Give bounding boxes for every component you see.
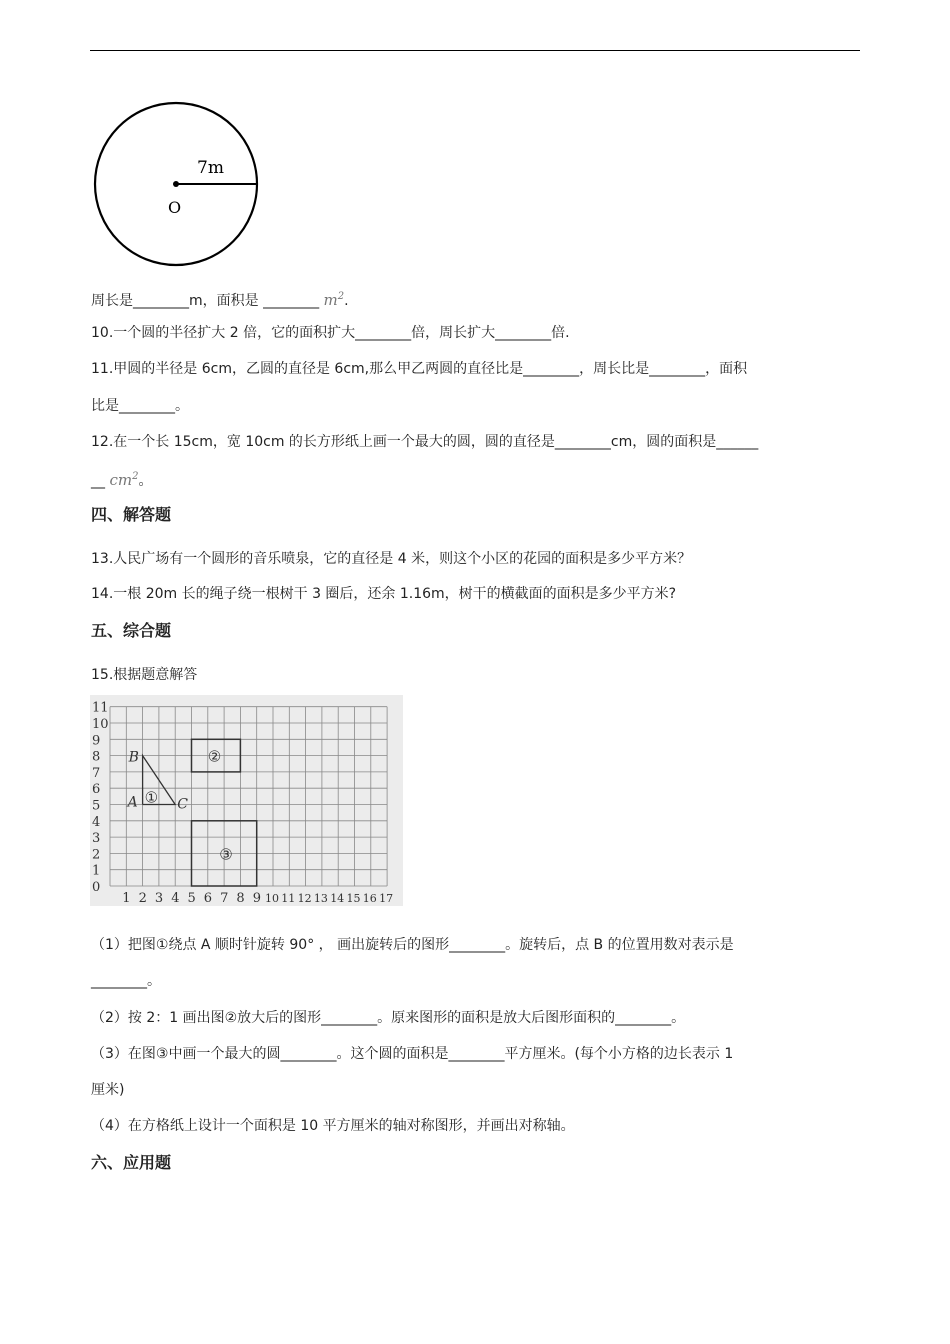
question-15-1-line2: ________。 xyxy=(91,973,161,989)
question-11-line2: 比是________。 xyxy=(91,398,189,414)
header-rule xyxy=(90,50,860,51)
x-tick-label: 10 xyxy=(265,892,279,905)
q12-blank-tail[interactable]: __ xyxy=(91,473,105,489)
x-tick-label: 15 xyxy=(346,892,361,905)
shape-2-label: ② xyxy=(207,747,222,766)
grid-figure xyxy=(90,695,403,906)
section-5-heading: 五、综合题 xyxy=(91,621,172,640)
shape-1-label: ① xyxy=(144,788,159,807)
q9-area-unit: $m^2$ xyxy=(323,291,345,309)
q12-area-unit: $cm^2$ xyxy=(109,471,139,489)
y-tick-label: 0 xyxy=(92,880,101,895)
x-tick-label: 11 xyxy=(281,892,296,905)
y-tick-label: 9 xyxy=(92,733,101,749)
x-tick-label: 1 xyxy=(122,891,131,906)
x-tick-label: 6 xyxy=(203,891,213,906)
q9-blank-area[interactable]: ________ xyxy=(263,293,320,309)
q9-unit1: m，面积是 xyxy=(189,293,259,309)
center-dot xyxy=(173,181,179,187)
x-tick-label: 4 xyxy=(171,891,180,906)
q12-end: 。 xyxy=(138,473,153,489)
x-tick-label: 16 xyxy=(362,892,377,905)
y-tick-label: 7 xyxy=(92,765,101,781)
x-tick-label: 7 xyxy=(220,891,229,906)
x-tick-label: 9 xyxy=(252,891,261,906)
question-12-line1: 12.在一个长 15cm，宽 10cm 的长方形纸上画一个最大的圆，圆的直径是________cm，圆的面积是______ xyxy=(91,434,759,450)
x-tick-label: 14 xyxy=(330,892,345,905)
question-12-line2 xyxy=(91,467,152,491)
y-tick-label: 1 xyxy=(92,863,101,879)
x-tick-label: 8 xyxy=(236,891,245,906)
question-15-1-line1: （1）把图①绕点 A 顺时针旋转 90° ， 画出旋转后的图形________。旋转后，点 B 的位置用数对表示是 xyxy=(91,937,734,953)
question-11-line1: 11.甲圆的半径是 6cm，乙圆的直径是 6cm,那么甲乙两圆的直径比是________，周长比是________，面积 xyxy=(91,361,748,377)
question-10: 10.一个圆的半径扩大 2 倍，它的面积扩大________倍，周长扩大________倍. xyxy=(91,325,570,341)
y-tick-label: 11 xyxy=(92,700,109,716)
question-15-3-line2: 厘米) xyxy=(91,1082,125,1098)
q9-prefix: 周长是 xyxy=(91,293,133,309)
section-4-heading: 四、解答题 xyxy=(91,505,172,524)
y-tick-label: 4 xyxy=(92,814,101,830)
center-label: O xyxy=(168,198,182,217)
y-tick-label: 10 xyxy=(92,717,109,732)
y-tick-label: 8 xyxy=(92,749,101,765)
point-a-label: A xyxy=(127,794,138,811)
section-6-heading: 六、应用题 xyxy=(91,1153,172,1172)
x-tick-label: 17 xyxy=(379,892,394,905)
question-13: 13.人民广场有一个圆形的音乐喷泉，它的直径是 4 米，则这个小区的花园的面积是多少平方米？ xyxy=(91,551,692,567)
x-tick-label: 13 xyxy=(313,892,328,905)
x-tick-label: 3 xyxy=(154,891,164,906)
x-tick-label: 2 xyxy=(138,891,147,906)
y-tick-label: 6 xyxy=(92,782,101,798)
point-c-label: C xyxy=(177,796,188,813)
question-15-2: （2）按 2：1 画出图②放大后的图形________。原来图形的面积是放大后图形面积的________。 xyxy=(91,1010,686,1026)
x-tick-label: 12 xyxy=(297,892,312,905)
q9-blank-perimeter[interactable]: ________ xyxy=(133,293,189,309)
question-15-3-line1: （3）在图③中画一个最大的圆________。这个圆的面积是________平方厘米。(每个小方格的边长表示 1 xyxy=(91,1046,734,1062)
y-tick-label: 5 xyxy=(92,798,101,814)
question-14: 14.一根 20m 长的绳子绕一根树干 3 圈后，还余 1.16m，树干的横截面的面积是多少平方米? xyxy=(91,586,677,602)
question-15: 15.根据题意解答 xyxy=(91,667,198,683)
circle-figure xyxy=(90,100,266,270)
shape-3-label: ③ xyxy=(219,845,233,864)
y-tick-label: 2 xyxy=(92,847,101,863)
q9-answer-line xyxy=(91,287,349,311)
q9-end: . xyxy=(344,293,349,309)
point-b-label: B xyxy=(128,749,139,766)
question-15-4: （4）在方格纸上设计一个面积是 10 平方厘米的轴对称图形，并画出对称轴。 xyxy=(91,1118,575,1134)
x-tick-label: 5 xyxy=(187,891,196,906)
radius-label: 7m xyxy=(197,158,224,178)
y-tick-label: 3 xyxy=(92,831,101,847)
